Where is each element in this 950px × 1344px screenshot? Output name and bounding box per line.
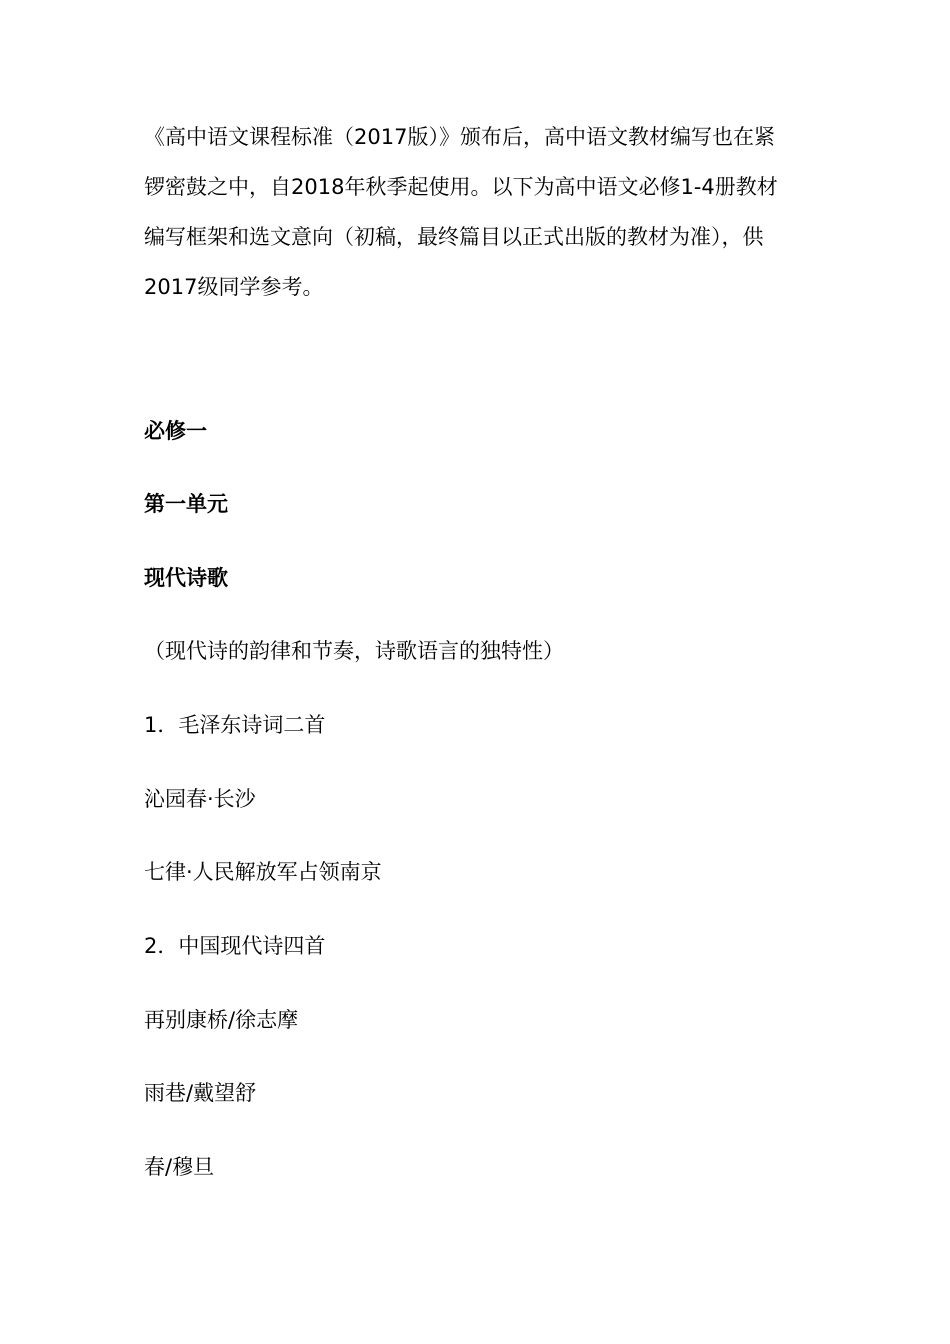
intro-paragraph [144,112,824,312]
poem-title: 春/穆旦 [144,1155,215,1179]
volume-title: 必修一 [144,419,207,443]
lesson-title: 2．中国现代诗四首 [144,934,326,958]
lesson-title: 1．毛泽东诗词二首 [144,713,326,737]
poem-title: 沁园春·长沙 [144,787,256,811]
intro-line: 锣密鼓之中，自2018年秋季起使用。以下为高中语文必修1-4册教材 [144,175,778,199]
intro-line: 2017级同学参考。 [144,275,324,299]
unit-theme: 现代诗歌 [144,566,228,590]
intro-line: 《高中语文课程标准（2017版）》颁布后，高中语文教材编写也在紧 [144,125,775,149]
poem-title: 再别康桥/徐志摩 [144,1008,299,1032]
unit-title: 第一单元 [144,492,228,516]
unit-note: （现代诗的韵律和节奏，诗歌语言的独特性） [144,639,564,663]
intro-line: 编写框架和选文意向（初稿，最终篇目以正式出版的教材为准），供 [144,225,764,249]
poem-title: 雨巷/戴望舒 [144,1081,257,1105]
poem-title: 七律·人民解放军占领南京 [144,860,382,884]
